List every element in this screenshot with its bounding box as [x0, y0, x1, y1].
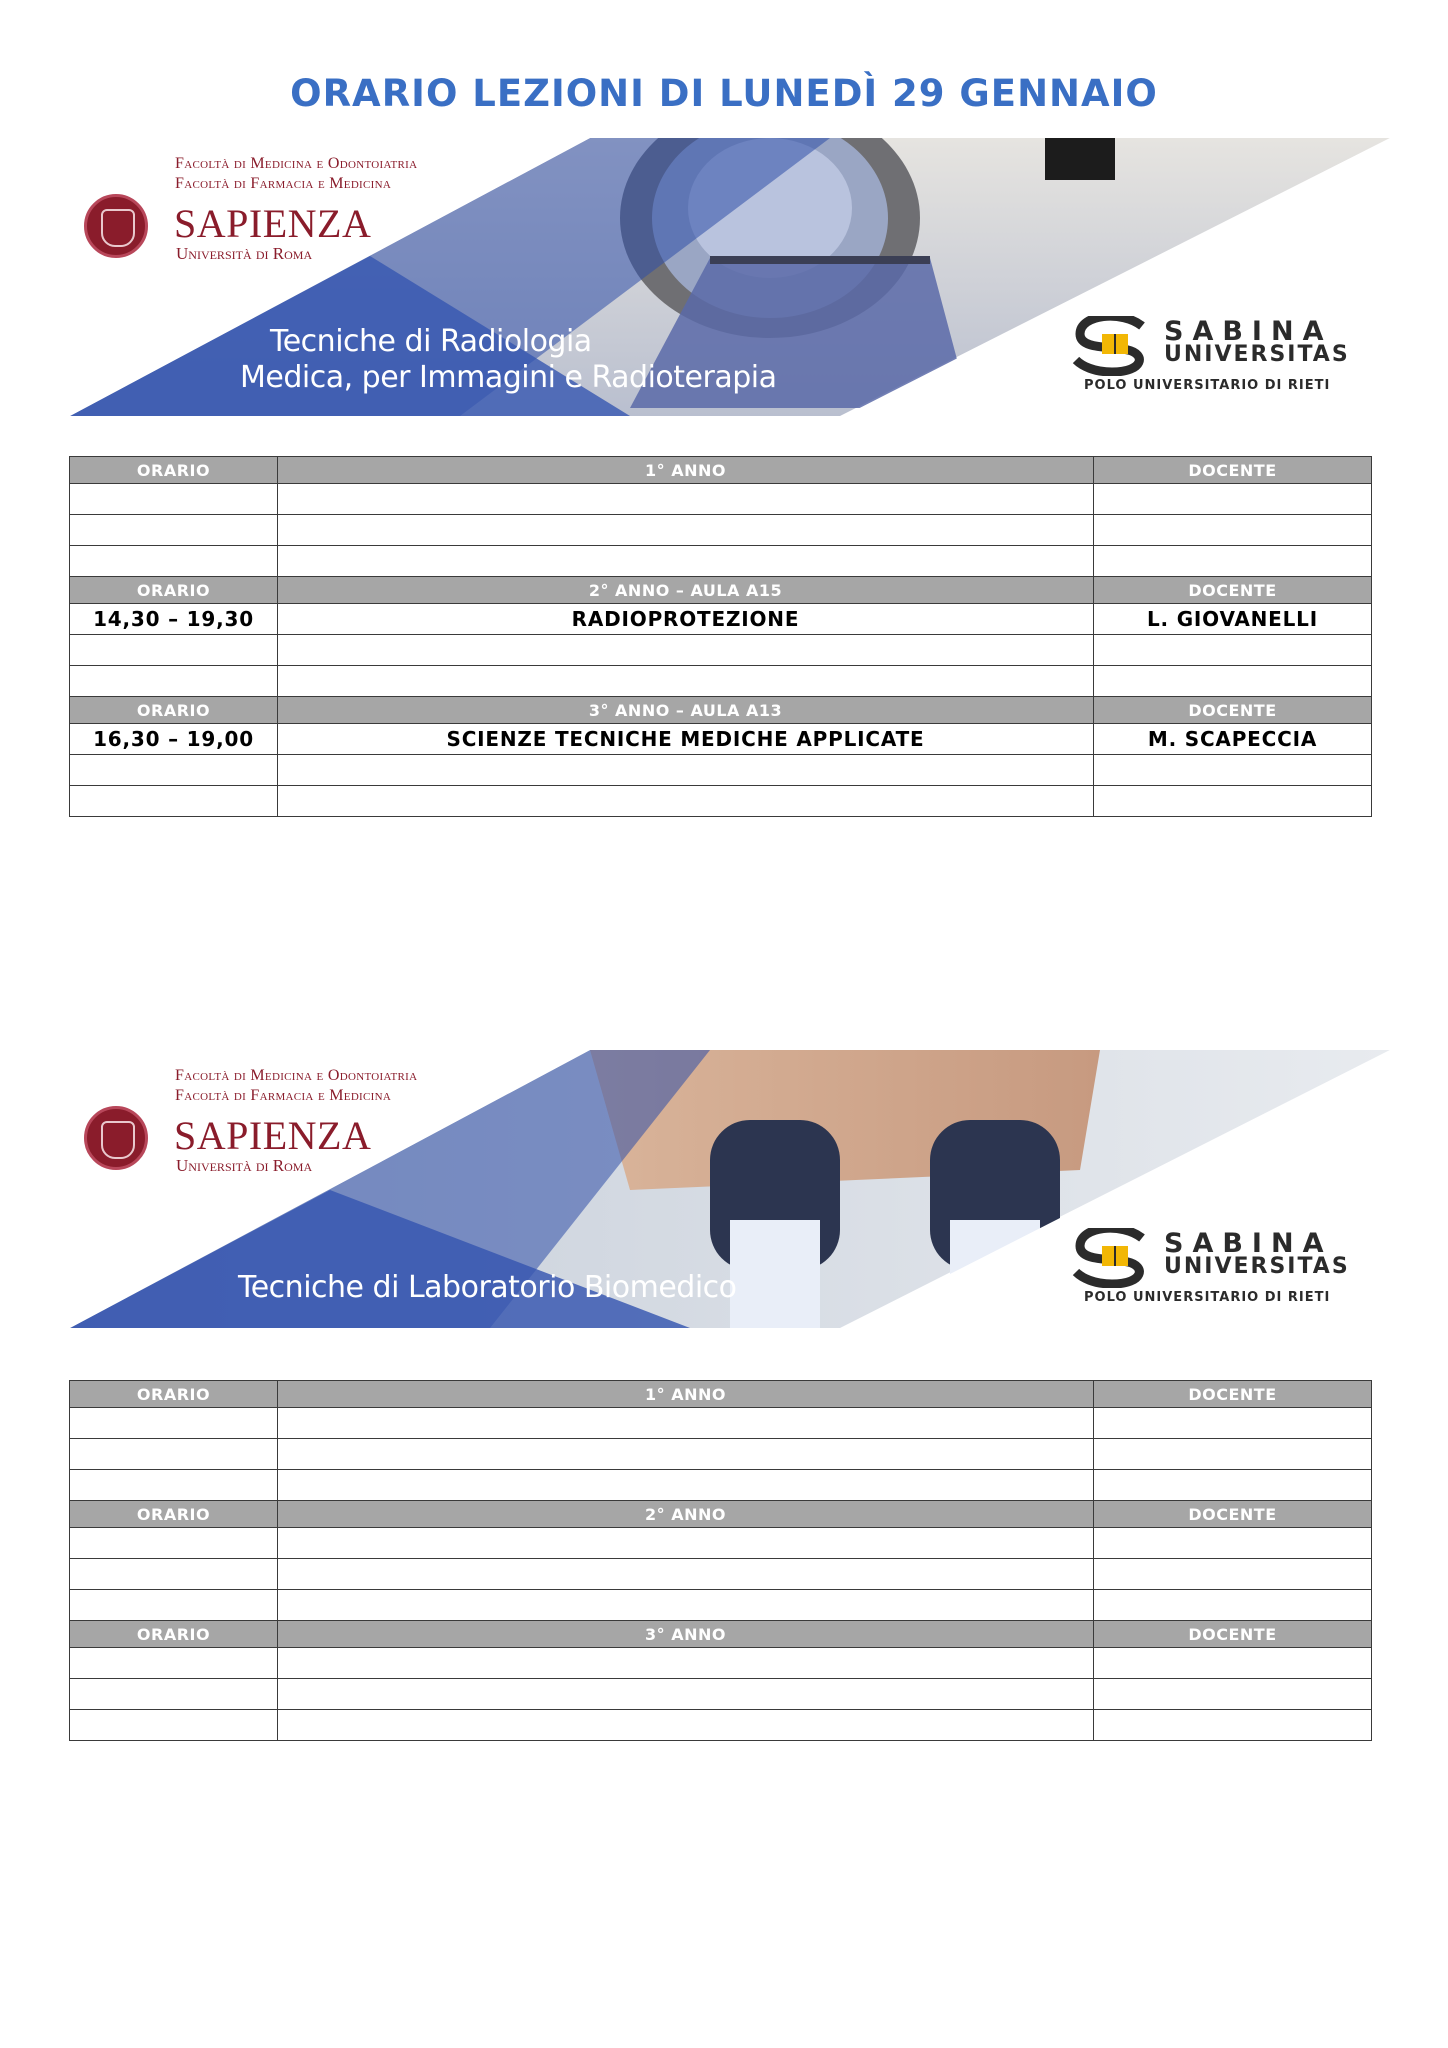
teacher-cell: [1094, 1590, 1372, 1621]
teacher-cell: [1094, 1710, 1372, 1741]
schedule-table-laboratorio: [69, 1380, 1372, 1741]
subject-cell: [278, 1470, 1094, 1501]
time-cell: [70, 1470, 278, 1501]
course-title-line-2: Medica, per Immagini e Radioterapia: [240, 360, 777, 395]
time-cell: 14,30 – 19,30: [70, 604, 278, 635]
col-teacher-header: DOCENTE: [1094, 577, 1372, 604]
faculty-lines: [175, 1066, 417, 1106]
sabina-name: SABINA: [1164, 1228, 1333, 1259]
subject-cell: [278, 635, 1094, 666]
col-time-header: ORARIO: [70, 577, 278, 604]
subject-cell: [278, 546, 1094, 577]
teacher-cell: [1094, 1408, 1372, 1439]
teacher-cell: [1094, 484, 1372, 515]
col-time-header: ORARIO: [70, 1621, 278, 1648]
sabina-book-icon: [1072, 1228, 1160, 1288]
time-cell: [70, 546, 278, 577]
col-time-header: ORARIO: [70, 697, 278, 724]
subject-cell: [278, 666, 1094, 697]
col-teacher-header: DOCENTE: [1094, 1501, 1372, 1528]
faculty-line-1: Facoltà di Medicina e Odontoiatria: [175, 155, 418, 172]
time-cell: [70, 1408, 278, 1439]
teacher-cell: [1094, 786, 1372, 817]
university-name: SAPIENZA: [174, 201, 372, 246]
table-row: [70, 1559, 1372, 1590]
col-teacher-header: DOCENTE: [1094, 1381, 1372, 1408]
sabina-name-2: UNIVERSITAS: [1164, 342, 1350, 367]
section-header: [70, 1381, 1372, 1408]
sabina-name: SABINA: [1164, 316, 1333, 347]
teacher-cell: [1094, 1470, 1372, 1501]
sapienza-seal-icon: [84, 1106, 148, 1170]
subject-cell: [278, 1590, 1094, 1621]
teacher-cell: [1094, 755, 1372, 786]
teacher-cell: [1094, 1679, 1372, 1710]
page-title: ORARIO LEZIONI DI LUNEDÌ 29 GENNAIO: [290, 72, 1158, 115]
sabina-logo: [1072, 1228, 1372, 1318]
course-title-laboratorio: [238, 1270, 737, 1306]
time-cell: [70, 484, 278, 515]
table-row: [70, 1470, 1372, 1501]
section-header: [70, 697, 1372, 724]
sabina-sub: POLO UNIVERSITARIO DI RIETI: [1084, 1290, 1331, 1305]
col-year-header: 3° ANNO: [278, 1621, 1094, 1648]
subject-cell: [278, 755, 1094, 786]
course-title-line-1: Tecniche di Laboratorio Biomedico: [238, 1270, 737, 1305]
time-cell: [70, 755, 278, 786]
teacher-cell: [1094, 1559, 1372, 1590]
col-year-header: 1° ANNO: [278, 457, 1094, 484]
section-header: [70, 577, 1372, 604]
col-time-header: ORARIO: [70, 457, 278, 484]
col-teacher-header: DOCENTE: [1094, 697, 1372, 724]
sabina-logo: [1072, 316, 1372, 406]
table-row: [70, 1439, 1372, 1470]
banner-radiologia: [70, 138, 1390, 418]
subject-cell: [278, 1528, 1094, 1559]
col-year-header: 1° ANNO: [278, 1381, 1094, 1408]
schedule-table-radiologia: [69, 456, 1372, 817]
table-row: [70, 1528, 1372, 1559]
teacher-cell: [1094, 1648, 1372, 1679]
table-row: [70, 666, 1372, 697]
table-row: [70, 724, 1372, 755]
time-cell: [70, 786, 278, 817]
time-cell: [70, 635, 278, 666]
table-row: [70, 1679, 1372, 1710]
table-row: [70, 1590, 1372, 1621]
sapienza-seal-icon: [84, 194, 148, 258]
subject-cell: [278, 1710, 1094, 1741]
university-name: SAPIENZA: [174, 1113, 372, 1158]
section-header: [70, 1501, 1372, 1528]
col-year-header: 2° ANNO: [278, 1501, 1094, 1528]
time-cell: [70, 515, 278, 546]
table-row: [70, 484, 1372, 515]
subject-cell: [278, 1408, 1094, 1439]
university-sub: Università di Roma: [176, 244, 313, 263]
section-header: [70, 1621, 1372, 1648]
subject-cell: [278, 484, 1094, 515]
subject-cell: SCIENZE TECNICHE MEDICHE APPLICATE: [278, 724, 1094, 755]
table-row: [70, 515, 1372, 546]
time-cell: [70, 1590, 278, 1621]
time-cell: [70, 1648, 278, 1679]
sabina-sub: POLO UNIVERSITARIO DI RIETI: [1084, 378, 1331, 393]
table-row: [70, 604, 1372, 635]
sabina-book-icon: [1072, 316, 1160, 376]
table-row: [70, 1408, 1372, 1439]
teacher-cell: [1094, 635, 1372, 666]
time-cell: [70, 666, 278, 697]
col-time-header: ORARIO: [70, 1381, 278, 1408]
subject-cell: [278, 1648, 1094, 1679]
faculty-lines: [175, 154, 417, 194]
faculty-line-1: Facoltà di Medicina e Odontoiatria: [175, 1067, 418, 1084]
col-teacher-header: DOCENTE: [1094, 1621, 1372, 1648]
subject-cell: [278, 1559, 1094, 1590]
subject-cell: [278, 786, 1094, 817]
time-cell: [70, 1710, 278, 1741]
subject-cell: RADIOPROTEZIONE: [278, 604, 1094, 635]
subject-cell: [278, 1679, 1094, 1710]
time-cell: [70, 1679, 278, 1710]
banner-laboratorio: [70, 1050, 1390, 1330]
teacher-cell: [1094, 515, 1372, 546]
table-row: [70, 786, 1372, 817]
table-row: [70, 1710, 1372, 1741]
teacher-cell: [1094, 1439, 1372, 1470]
table-row: [70, 1648, 1372, 1679]
subject-cell: [278, 515, 1094, 546]
col-teacher-header: DOCENTE: [1094, 457, 1372, 484]
col-year-header: 2° ANNO – AULA A15: [278, 577, 1094, 604]
university-sub: Università di Roma: [176, 1156, 313, 1175]
faculty-line-2: Facoltà di Farmacia e Medicina: [175, 175, 392, 192]
table-row: [70, 546, 1372, 577]
teacher-cell: [1094, 546, 1372, 577]
subject-cell: [278, 1439, 1094, 1470]
time-cell: 16,30 – 19,00: [70, 724, 278, 755]
sabina-name-2: UNIVERSITAS: [1164, 1254, 1350, 1279]
time-cell: [70, 1559, 278, 1590]
teacher-cell: M. SCAPECCIA: [1094, 724, 1372, 755]
table-row: [70, 755, 1372, 786]
col-time-header: ORARIO: [70, 1501, 278, 1528]
teacher-cell: L. GIOVANELLI: [1094, 604, 1372, 635]
time-cell: [70, 1439, 278, 1470]
col-year-header: 3° ANNO – AULA A13: [278, 697, 1094, 724]
faculty-line-2: Facoltà di Farmacia e Medicina: [175, 1087, 392, 1104]
time-cell: [70, 1528, 278, 1559]
section-header: [70, 457, 1372, 484]
table-row: [70, 635, 1372, 666]
course-title-line-1: Tecniche di Radiologia: [270, 324, 592, 359]
course-title-radiologia: [240, 324, 776, 396]
teacher-cell: [1094, 1528, 1372, 1559]
teacher-cell: [1094, 666, 1372, 697]
